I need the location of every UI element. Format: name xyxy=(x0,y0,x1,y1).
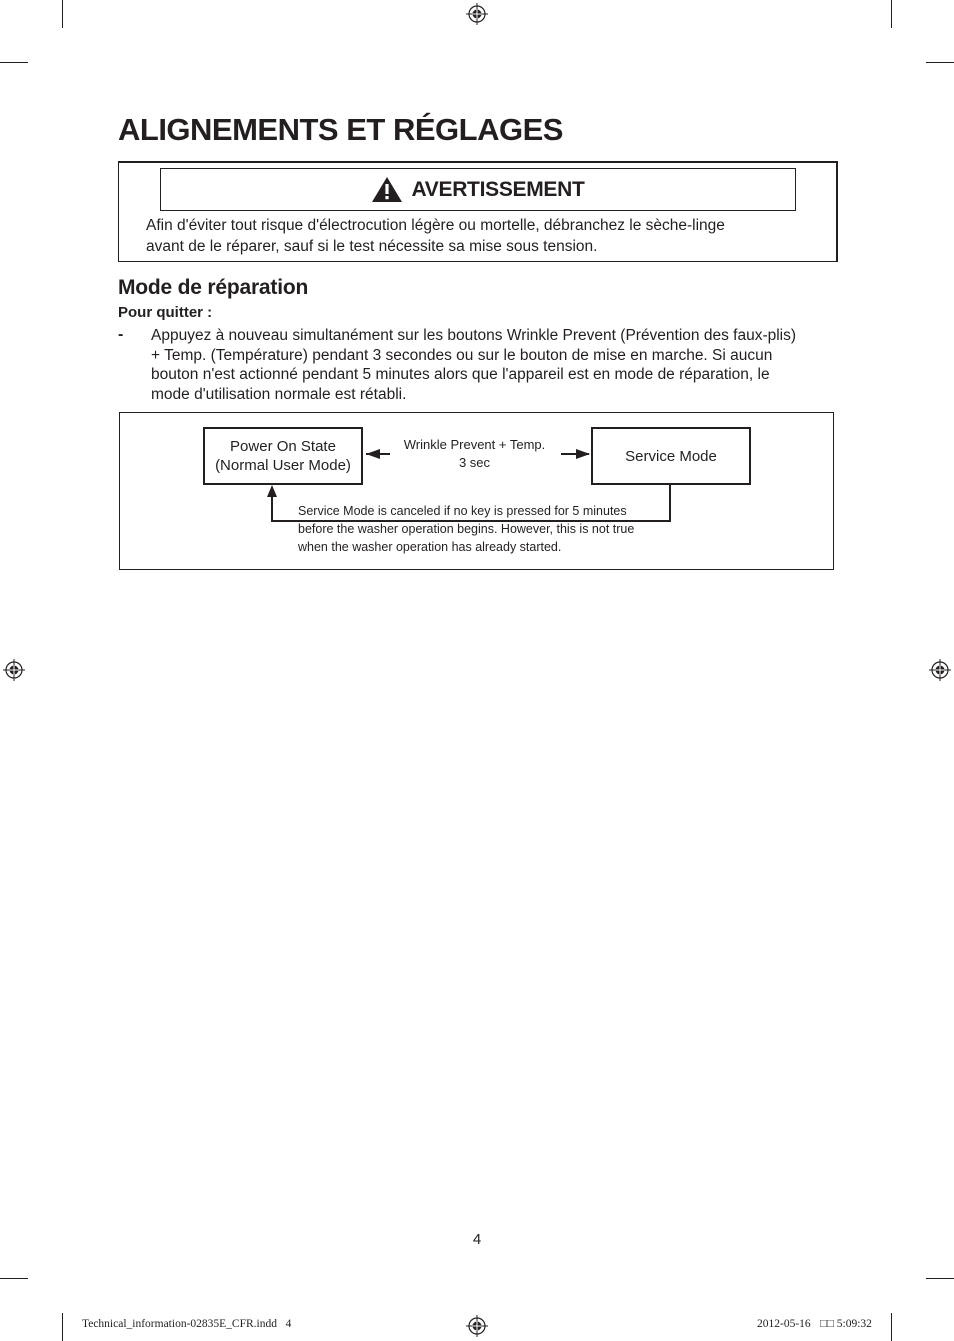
bullet-line: bouton n'est actionné pendant 5 minutes alors que l'appareil est en mode de réparation, le xyxy=(151,366,770,384)
warning-heading: AVERTISSEMENT xyxy=(411,177,585,201)
flow-diagram xyxy=(119,412,834,570)
warning-line: avant de le réparer, sauf si le test nécessite sa mise sous tension. xyxy=(146,238,598,255)
crop-mark-right-bottom xyxy=(926,1278,954,1279)
key-combo-label xyxy=(392,436,557,472)
footer-file: Technical_information-02835E_CFR.indd 4 xyxy=(82,1318,292,1330)
crop-mark-left-top xyxy=(0,62,28,63)
bullet-line: mode d'utilisation normale est rétabli. xyxy=(151,385,407,403)
crop-mark-bottom-left xyxy=(62,1313,63,1341)
bullet-text xyxy=(151,326,841,404)
footer-time: □□ 5:09:32 xyxy=(820,1318,872,1330)
note-line: when the washer operation has already started. xyxy=(298,540,562,554)
power-on-state-box xyxy=(203,427,363,485)
registration-mark-icon xyxy=(466,1315,488,1337)
registration-mark-icon xyxy=(3,659,25,681)
crop-mark-bottom-right xyxy=(891,1313,892,1341)
registration-mark-icon xyxy=(929,659,951,681)
cancel-note xyxy=(298,502,678,556)
warning-box xyxy=(118,161,838,262)
bullet-line: Appuyez à nouveau simultanément sur les boutons Wrinkle Prevent (Prévention des faux-plis) xyxy=(151,327,797,344)
crop-mark-left-bottom xyxy=(0,1278,28,1279)
power-on-state-label: Power On State xyxy=(230,438,336,455)
bullet-marker: - xyxy=(118,326,124,343)
crop-mark-top-left xyxy=(62,0,63,28)
key-combo-duration: 3 sec xyxy=(458,455,491,470)
crop-mark-top-right xyxy=(891,0,892,28)
warning-triangle-icon xyxy=(371,176,403,203)
footer-date: 2012-05-16 xyxy=(757,1318,811,1330)
note-line: Service Mode is canceled if no key is pressed for 5 minutes xyxy=(298,504,627,518)
key-combo-line: Wrinkle Prevent + Temp. xyxy=(403,437,546,452)
service-mode-box xyxy=(591,427,751,485)
section-lead: Pour quitter : xyxy=(118,304,213,321)
normal-user-mode-label: (Normal User Mode) xyxy=(215,457,351,474)
warning-text xyxy=(146,215,806,257)
page-title: ALIGNEMENTS ET RÉGLAGES xyxy=(118,112,563,147)
arrow-head-up-icon xyxy=(267,485,277,497)
warning-line: Afin d'éviter tout risque d'électrocution légère ou mortelle, débranchez le sèche-linge xyxy=(146,217,725,234)
crop-mark-right-top xyxy=(926,62,954,63)
page-number: 4 xyxy=(472,1231,482,1248)
section-title: Mode de réparation xyxy=(118,276,309,299)
bullet-line: + Temp. (Température) pendant 3 secondes ou sur le bouton de mise en marche. Si aucun xyxy=(151,346,773,364)
warning-header xyxy=(160,168,796,211)
arrow-head-right-icon xyxy=(576,449,590,459)
arrow-head-left-icon xyxy=(366,449,380,459)
registration-mark-icon xyxy=(466,3,488,25)
note-line: before the washer operation begins. However, this is not true xyxy=(298,522,635,536)
service-mode-label: Service Mode xyxy=(625,447,717,465)
